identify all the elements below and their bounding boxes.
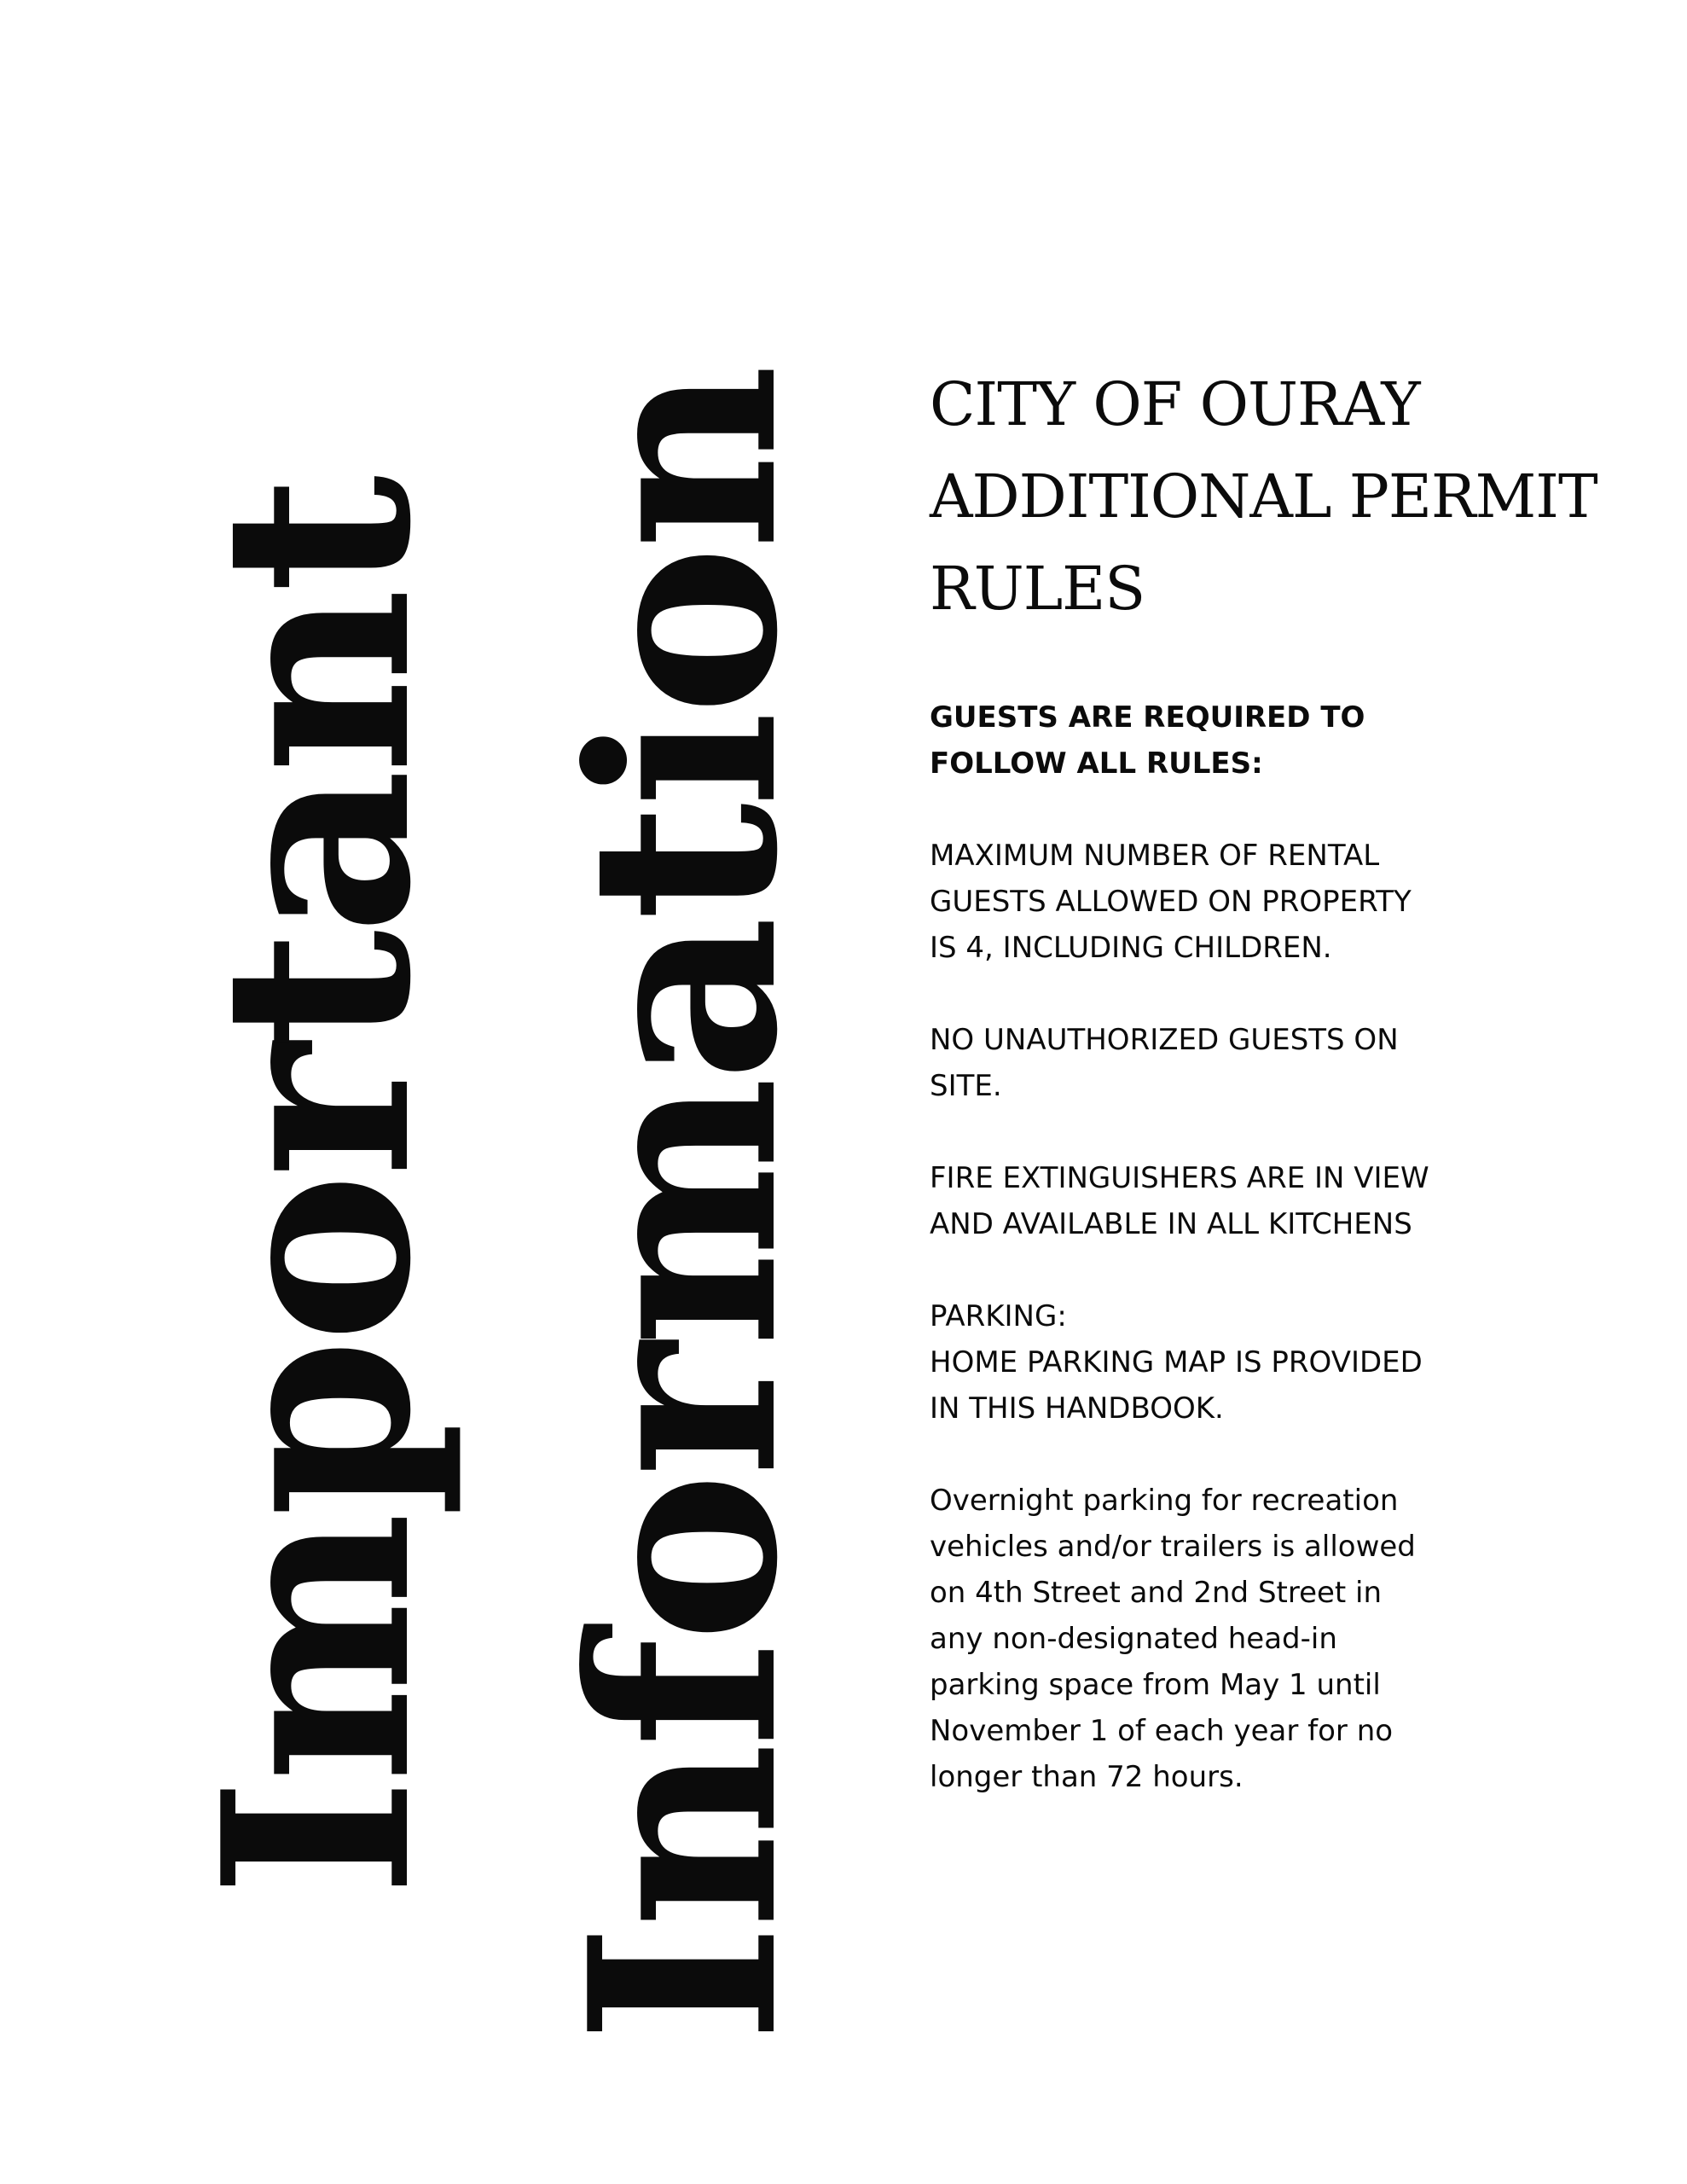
rules-column (930, 358, 1629, 1800)
rule-parking: PARKING: HOME PARKING MAP IS PROVIDED IN THIS HANDBOOK. (930, 1299, 1423, 1426)
title-line-2: ADDITIONAL PERMIT (930, 462, 1597, 531)
rule-overnight-parking: Overnight parking for recreation vehicles and/or trailers is allowed on 4th Street and 2nd Street in any non-designated head-in parking space from May 1 until November 1 of each year for no longer than 72 hours. (930, 1484, 1416, 1794)
rule-fire-extinguishers: FIRE EXTINGUISHERS ARE IN VIEW AND AVAILABLE IN ALL KITCHENS (930, 1161, 1429, 1241)
vertical-heading-important: Important (166, 479, 467, 1897)
title-line-1: CITY OF OURAY (930, 369, 1420, 439)
rule-max-guests: MAXIMUM NUMBER OF RENTAL GUESTS ALLOWED ON PROPERTY IS 4, INCLUDING CHILDREN. (930, 839, 1412, 965)
rules-intro: GUESTS ARE REQUIRED TO FOLLOW ALL RULES: (930, 700, 1365, 781)
rule-unauthorized-guests: NO UNAUTHORIZED GUESTS ON SITE. (930, 1023, 1399, 1103)
title-line-3: RULES (930, 554, 1145, 624)
page-title (930, 358, 1629, 635)
vertical-heading-information: Information (533, 369, 834, 2043)
